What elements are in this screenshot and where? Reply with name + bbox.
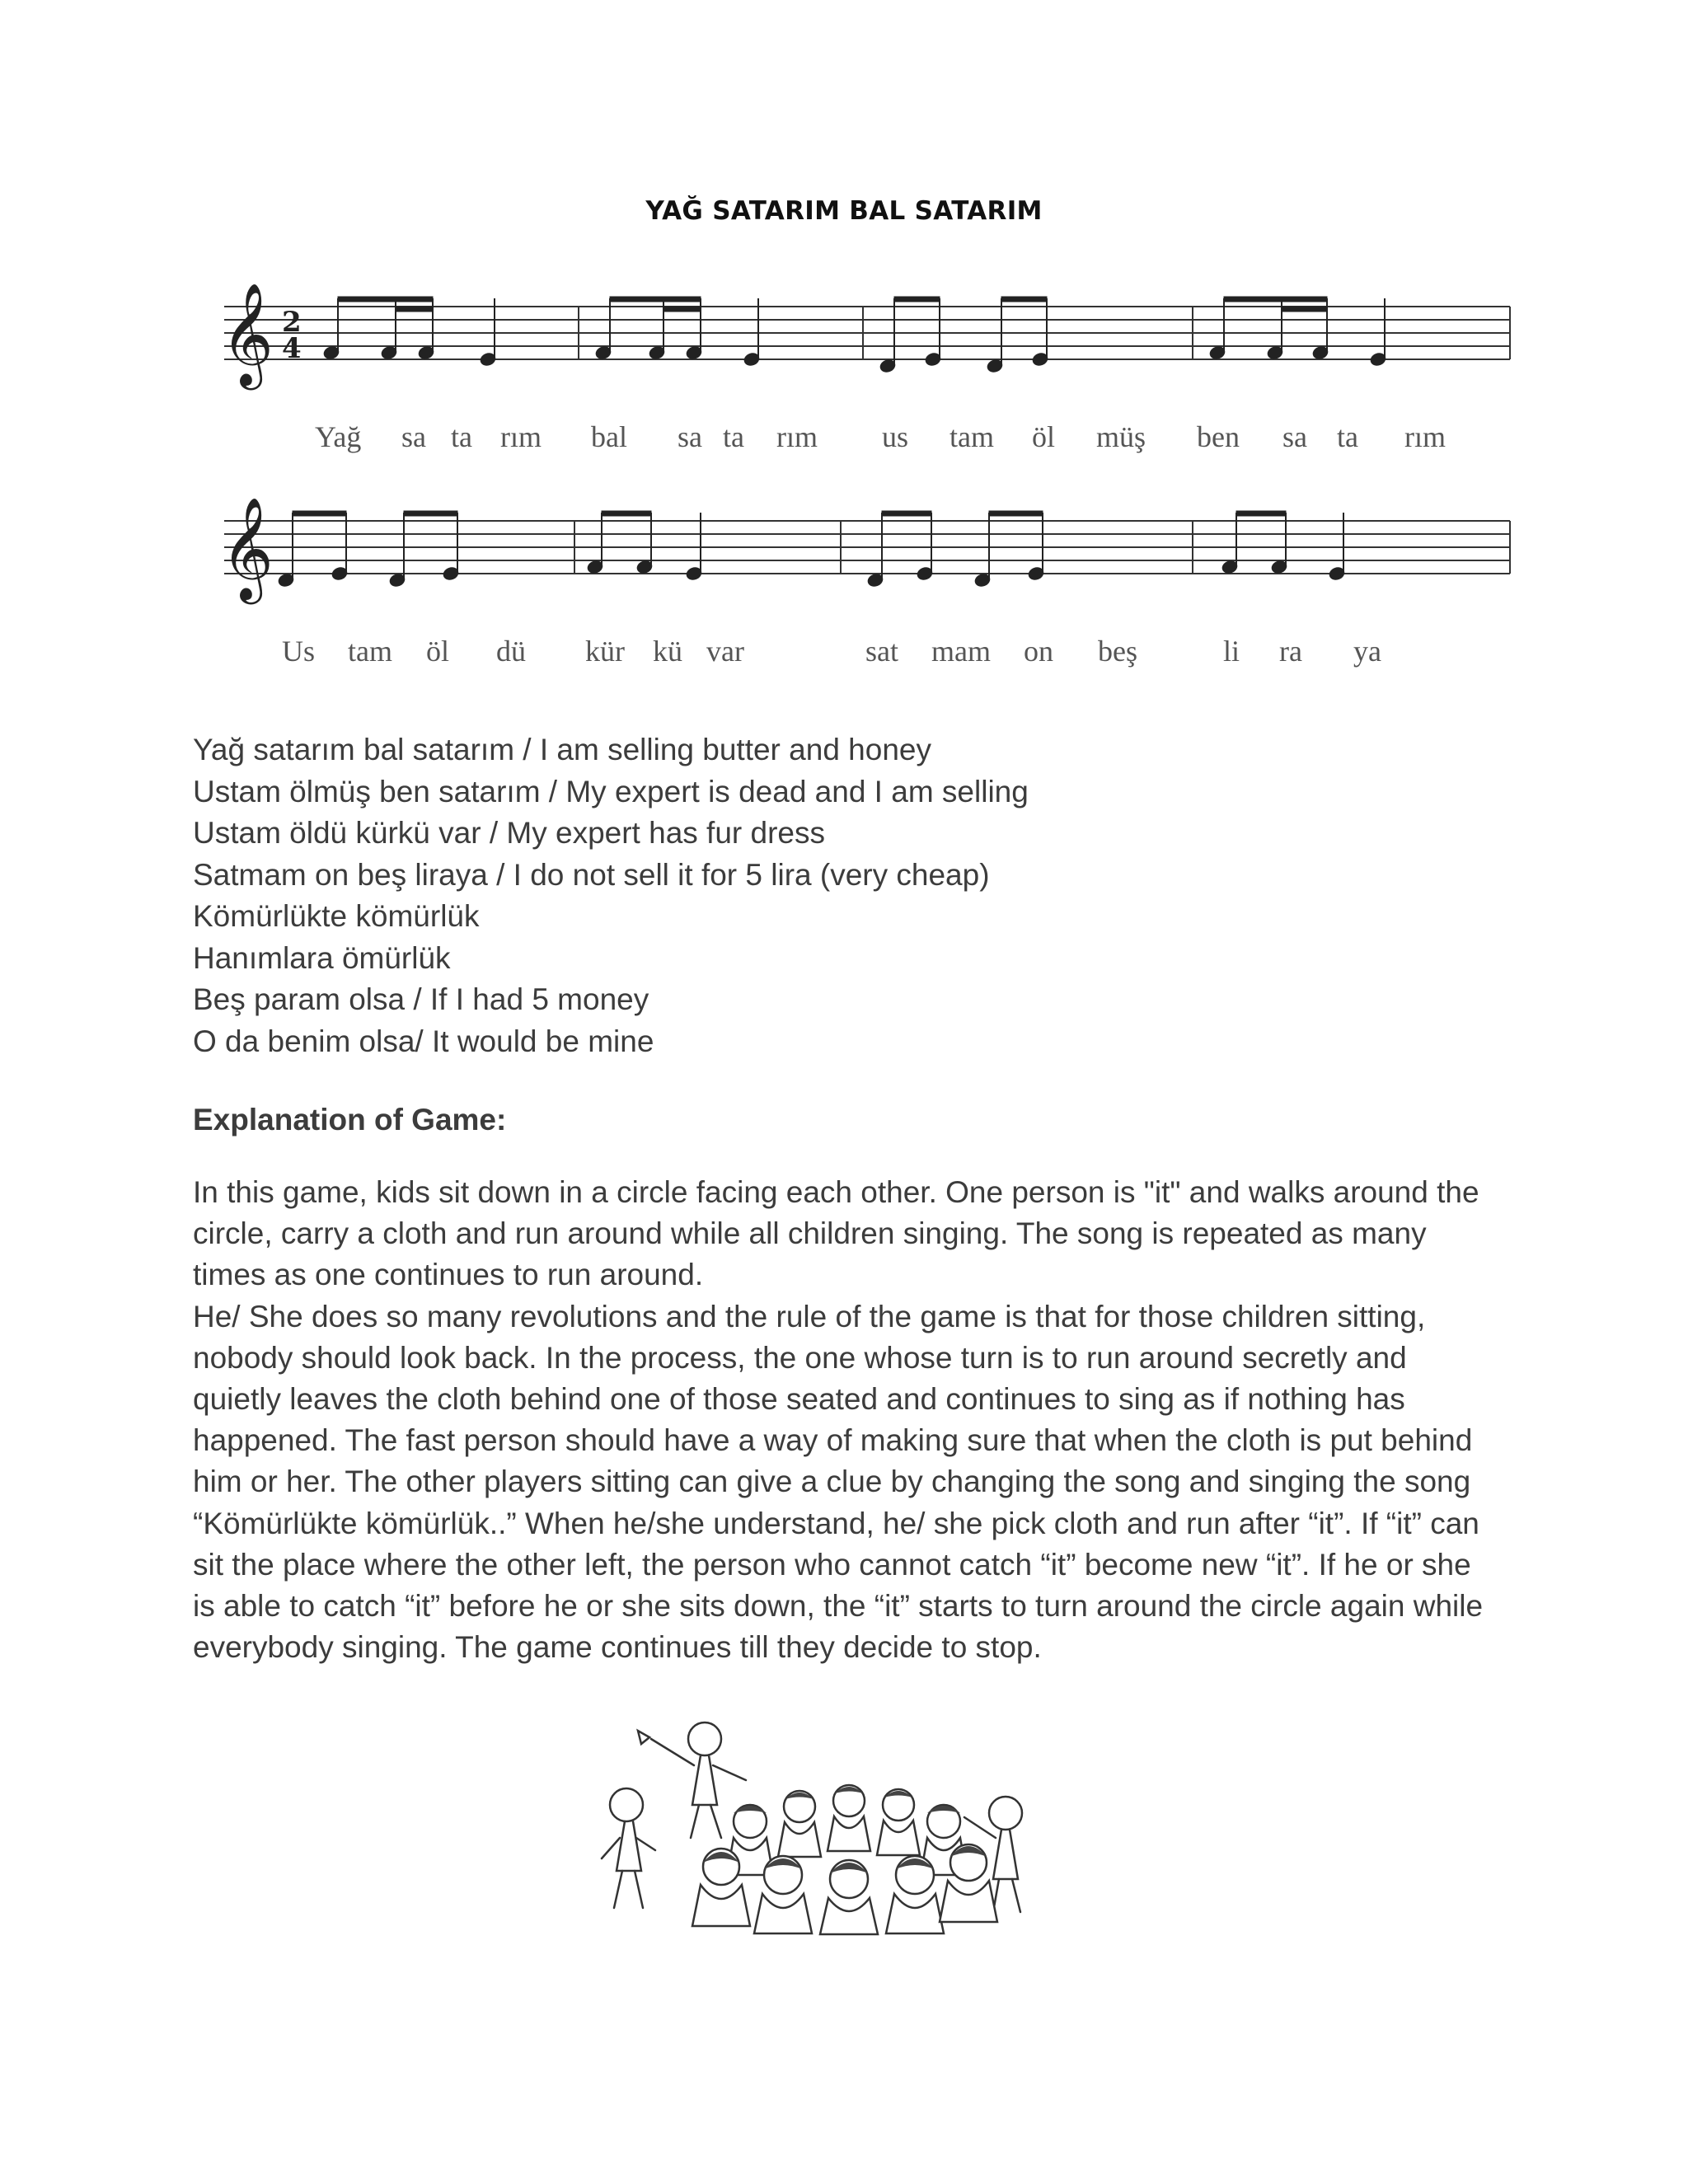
sheet-music: [216, 272, 1518, 701]
explanation-paragraph: In this game, kids sit down in a circle facing each other. One person is "it" and walks around the circle, carry a cloth and run around while all children singing. The song is repeated as many times as one continues to run around.: [193, 1175, 1479, 1292]
lyric-syllable: sa: [1282, 420, 1307, 453]
lyric-syllable: kü: [653, 635, 682, 668]
lyric-syllable: müş: [1096, 420, 1146, 453]
lyric-syllable: ra: [1279, 635, 1302, 668]
treble-clef-icon: 𝄞: [221, 497, 274, 600]
note-beam: [338, 297, 433, 302]
lyric-syllable: dü: [496, 635, 526, 668]
note-beam: [1001, 297, 1047, 302]
lyric-line: O da benim olsa/ It would be mine: [193, 1024, 654, 1058]
lyric-syllable: rım: [776, 420, 818, 453]
treble-clef-icon: 𝄞: [221, 283, 274, 386]
lyric-syllable: ben: [1197, 420, 1240, 453]
lyric-line: Beş param olsa / If I had 5 money: [193, 982, 649, 1016]
lyric-syllable: ta: [1337, 420, 1358, 453]
lyric-syllable: ya: [1353, 635, 1381, 668]
note-beam: [1282, 307, 1327, 312]
music-staff-svg: [216, 272, 1518, 701]
lyric-syllable: mam: [931, 635, 991, 668]
lyric-syllable: tam: [950, 420, 994, 453]
staff-line-1: [221, 283, 1510, 453]
lyric-syllable: öl: [426, 635, 450, 668]
note-beam: [404, 511, 457, 516]
lyrics-block: [193, 729, 1029, 1062]
lyric-syllable: tam: [348, 635, 392, 668]
lyric-line: Kömürlükte kömürlük: [193, 899, 480, 933]
children-playing-icon: [577, 1714, 1088, 1937]
lyric-syllable: us: [882, 420, 909, 453]
note-beam: [989, 511, 1043, 516]
time-signature-top: 2: [282, 306, 302, 339]
lyric-line: Satmam on beş liraya / I do not sell it for 5 lira (very cheap): [193, 857, 990, 892]
page-title: YAĞ SATARIM BAL SATARIM: [645, 196, 1043, 226]
lyric-syllable: Us: [282, 635, 316, 668]
lyric-line: Ustam öldü kürkü var / My expert has fur dress: [193, 816, 825, 850]
note-beam: [882, 511, 931, 516]
lyric-syllable: bal: [591, 420, 627, 453]
lyric-line: Ustam ölmüş ben satarım / My expert is dead and I am selling: [193, 774, 1029, 808]
lyric-syllable: rım: [1404, 420, 1446, 453]
lyric-syllable: öl: [1032, 420, 1056, 453]
explanation-text: [193, 1172, 1495, 1668]
note-beam: [1224, 297, 1327, 302]
lyric-syllable: ta: [451, 420, 472, 453]
lyric-syllable: sat: [865, 635, 898, 668]
note-beam: [396, 307, 433, 312]
staff-line-2: [221, 497, 1510, 668]
lyric-line: Yağ satarım bal satarım / I am selling butter and honey: [193, 733, 931, 766]
lyric-syllable: kür: [585, 635, 625, 668]
time-signature-bottom: 4: [282, 332, 302, 365]
lyric-syllable: ta: [723, 420, 744, 453]
lyric-syllable: li: [1223, 635, 1240, 668]
explanation-paragraph: He/ She does so many revolutions and the rule of the game is that for those children sitting, nobody should look back. In the process, the one whose turn is to run around secretly and quietly leaves the cloth behind one of those seated and continues to sing as if nothing has happened. The fast person should have a way of making sure that when the cloth is put behind him or her. The other players sitting can give a clue by changing the song and singing the song “Kömürlükte kömürlük..” When he/she understand, he/ she pick cloth and run after “it”. If “it” can sit the place where the other left, the person who cannot catch “it” become new “it”. If he or she is able to catch “it” before he or she sits down, the “it” starts to turn around the circle again while everybody singing. The game continues till they decide to stop.: [193, 1299, 1484, 1665]
lyric-syllable: sa: [401, 420, 426, 453]
children-circle-illustration: [577, 1714, 1088, 1937]
lyric-line: Hanımlara ömürlük: [193, 940, 451, 975]
note-beam: [894, 297, 940, 302]
note-beam: [1236, 511, 1286, 516]
lyric-syllable: on: [1024, 635, 1053, 668]
lyric-syllable: sa: [678, 420, 702, 453]
note-beam: [610, 297, 701, 302]
lyric-syllable: var: [706, 635, 744, 668]
lyric-syllable: Yağ: [315, 420, 362, 453]
note-beam: [602, 511, 651, 516]
note-beam: [663, 307, 701, 312]
note-beam: [293, 511, 346, 516]
lyric-syllable: beş: [1098, 635, 1137, 668]
lyric-syllable: rım: [500, 420, 542, 453]
explanation-heading: Explanation of Game:: [193, 1103, 507, 1137]
